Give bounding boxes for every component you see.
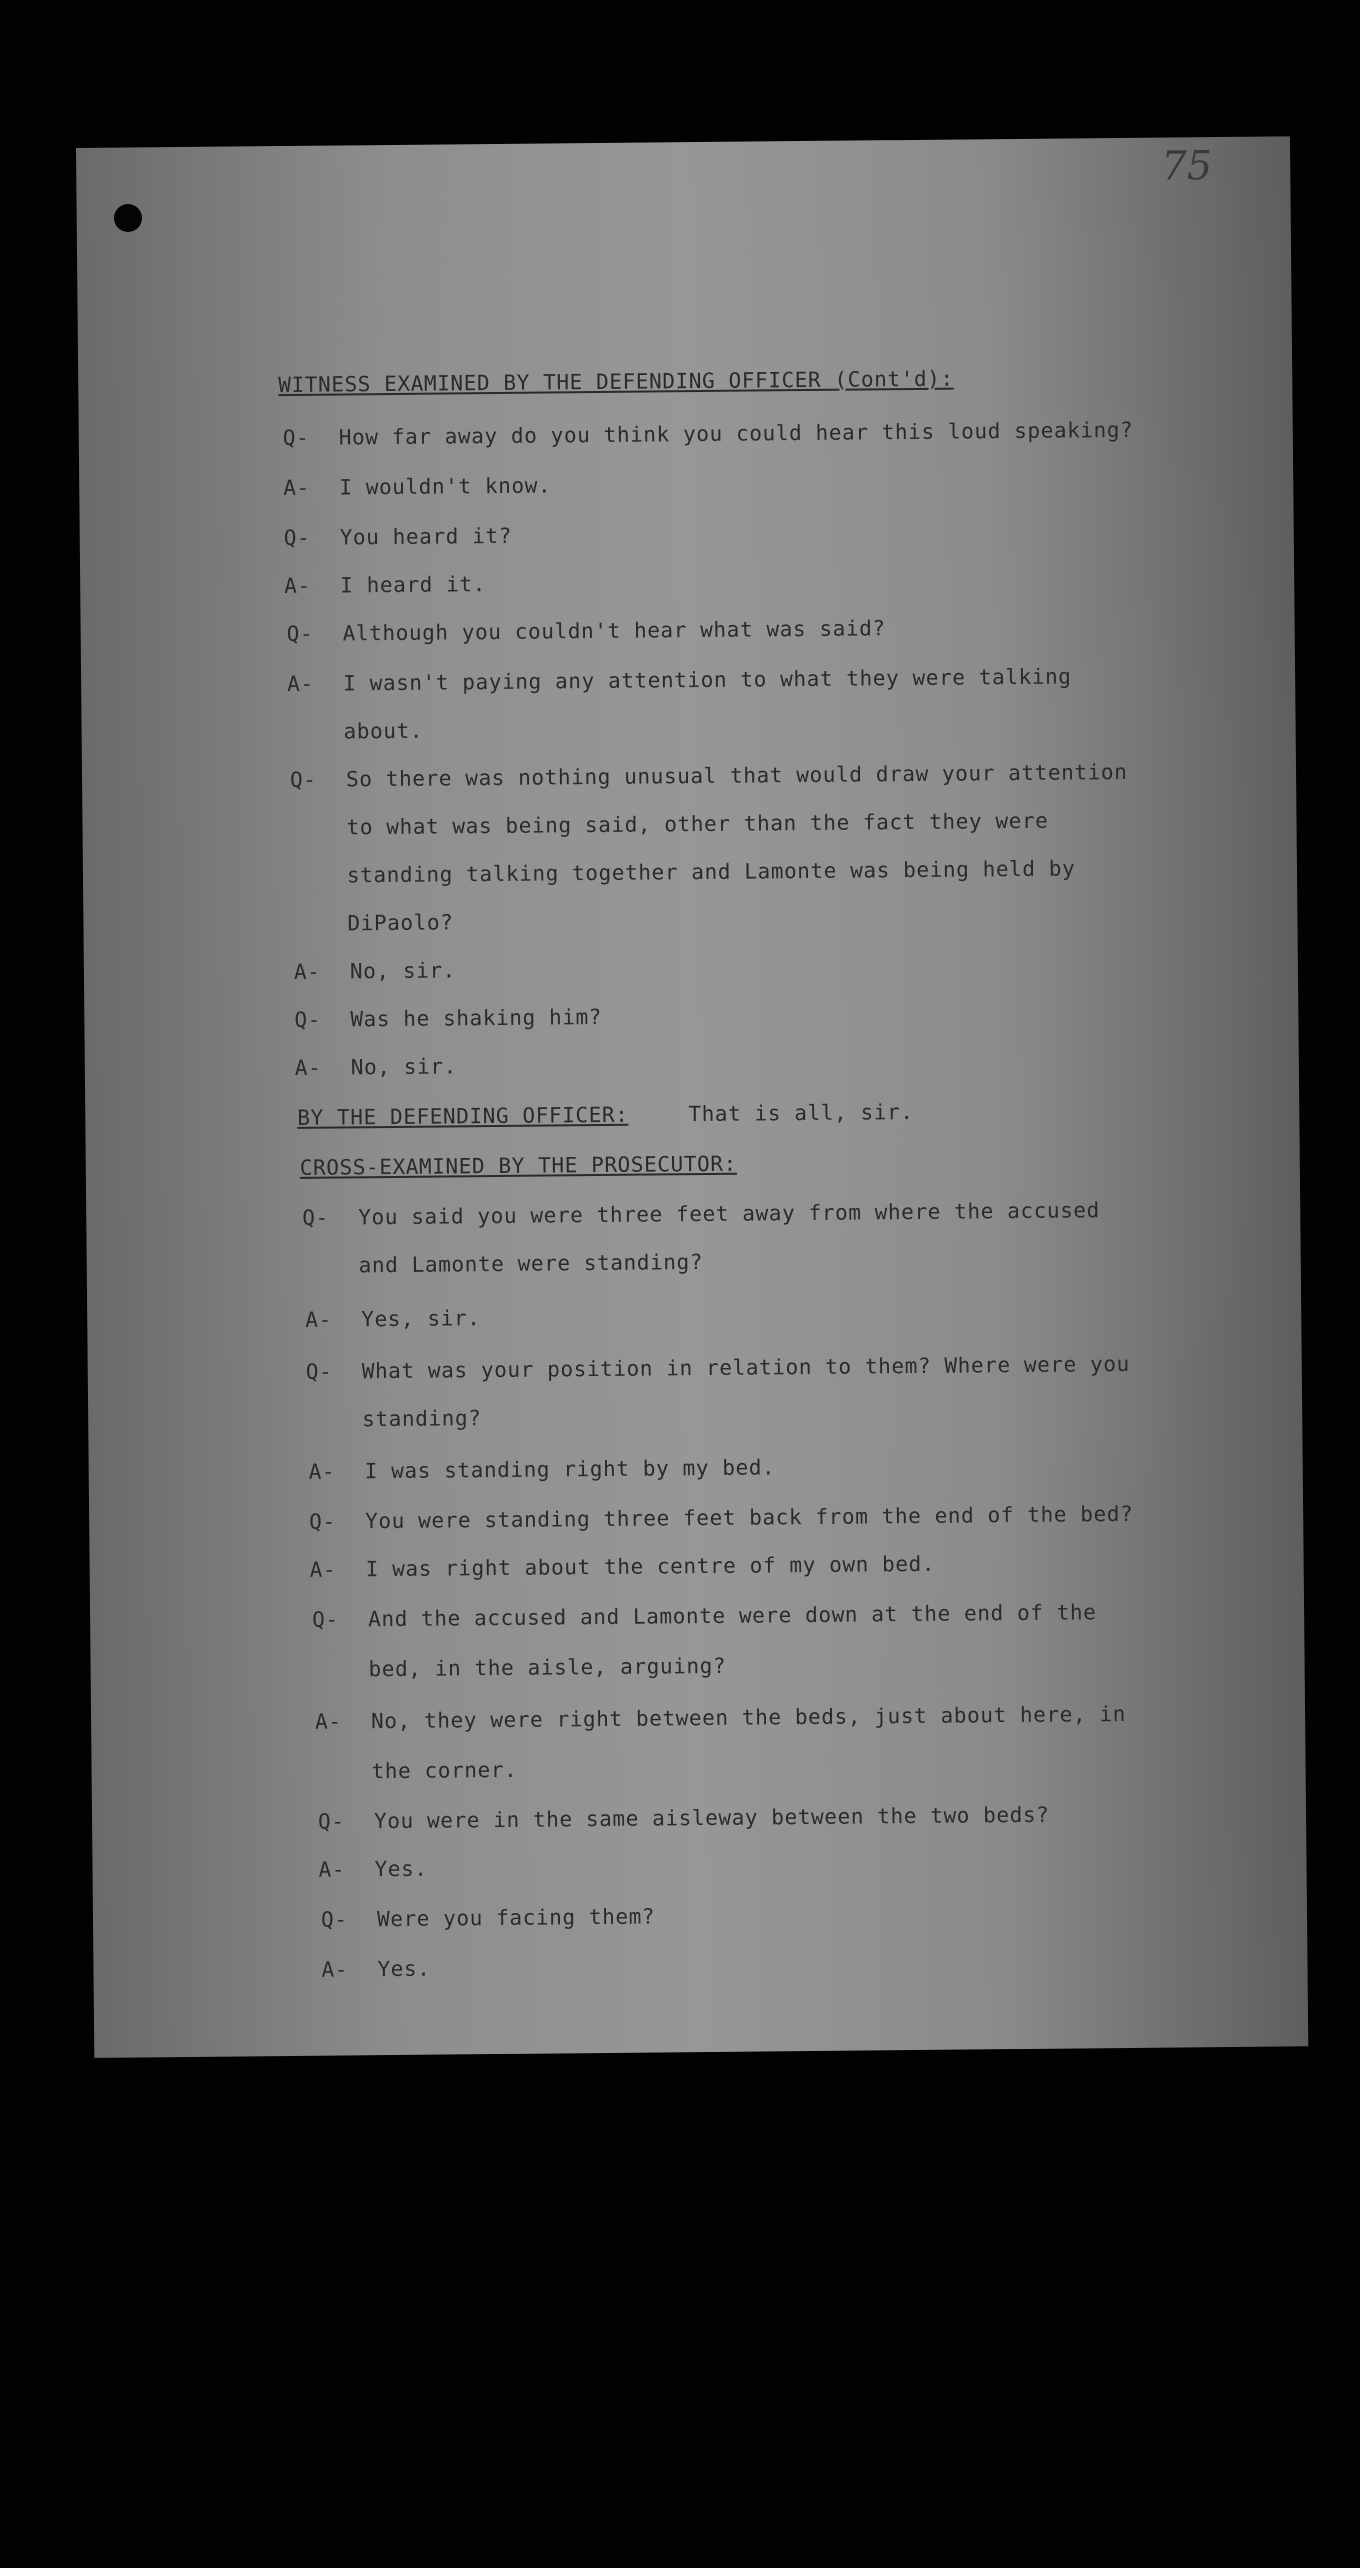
line-text: How far away do you think you could hear this loud speaking? [338,417,1134,450]
line-tag: A- [305,1307,332,1332]
line-text: No, they were right between the beds, just about here, in [371,1701,1127,1734]
transcript-line [315,1702,1126,1734]
transcript-line: to what was being said, other than the fact they were [346,808,1049,840]
heading-cross-examined: CROSS-EXAMINED BY THE PROSECUTOR: [299,1151,737,1180]
line-text: I wouldn't know. [339,473,552,500]
transcript-line [321,1905,655,1932]
line-text: So there was nothing unusual that would draw your attention [345,759,1128,792]
transcript-line: bed, in the aisle, arguing? [368,1653,727,1682]
transcript-line [287,616,886,646]
transcript-line [318,1803,1050,1834]
punch-hole [114,204,142,232]
transcript-line: standing talking together and Lamonte was being held by [346,856,1076,888]
line-text: Yes, sir. [361,1306,481,1332]
transcript-line [295,1054,457,1080]
transcript-line [287,664,1072,696]
line-tag: Q- [283,525,311,551]
line-tag: A- [308,1459,336,1484]
line-text: I heard it. [340,572,487,598]
transcript-line [284,524,512,550]
line-tag: Q- [286,621,314,646]
line-tag: Q- [309,1509,336,1534]
transcript-line [312,1600,1097,1632]
line-tag: Q- [302,1205,329,1230]
document-page [76,136,1308,2058]
line-tag: A- [309,1557,337,1582]
line-text: Was he shaking him? [350,1004,603,1032]
transcript-line [294,1005,602,1032]
line-text: And the accused and Lamonte were down at the end of the [368,1600,1097,1632]
line-text: Yes. [377,1956,431,1982]
line-tag: A- [321,1957,349,1982]
heading-defending-officer: WITNESS EXAMINED BY THE DEFENDING OFFICER (Cont'd): [278,366,954,398]
line-tag: Q- [305,1359,333,1384]
transcript-line [294,958,456,984]
line-tag: A- [293,959,321,984]
closing-label: BY THE DEFENDING OFFICER: [297,1102,629,1130]
defending-officer-closing [297,1100,913,1130]
line-text: No, sir. [349,958,456,984]
transcript-line: and Lamonte were standing? [358,1250,704,1278]
line-tag: Q- [312,1607,339,1632]
line-tag: Q- [289,767,317,792]
transcript-line [283,473,551,500]
line-tag: A- [284,573,311,599]
line-text: You heard it? [339,523,513,550]
line-text: No, sir. [350,1054,457,1080]
transcript-line [284,572,486,598]
line-tag: A- [318,1857,346,1882]
line-text: What was your position in relation to them? Where were you [361,1351,1130,1384]
transcript-line [321,1957,430,1982]
line-text: Although you couldn't hear what was said? [342,616,886,646]
line-tag: A- [283,475,310,501]
line-text: You said you were three feet away from where the accused [358,1198,1100,1230]
transcript-line: the corner. [371,1757,518,1784]
line-text: Were you facing them? [376,1904,656,1932]
transcript-line [309,1502,1133,1534]
transcript-line [306,1352,1130,1384]
transcript-line: DiPaolo? [347,910,454,936]
line-tag: A- [315,1709,342,1734]
line-text: You were in the same aisleway between the two beds? [373,1802,1050,1834]
line-tag: Q- [317,1809,345,1834]
line-tag: A- [287,671,314,696]
transcript-line [310,1552,936,1582]
transcript-line [302,1198,1100,1230]
line-text: I was right about the centre of my own bed. [365,1551,936,1582]
transcript-line [309,1455,776,1483]
transcript-line [283,418,1134,450]
line-tag: Q- [294,1007,321,1032]
line-tag: Q- [282,425,310,451]
line-text: You were standing three feet back from the end of the bed? [365,1501,1134,1534]
closing-text: That is all, sir. [688,1100,914,1127]
transcript-line: about. [343,718,424,744]
transcript-line [290,760,1128,792]
line-text: Yes. [374,1856,428,1882]
line-tag: A- [294,1055,322,1080]
page-number: 75 [1161,143,1213,190]
transcript-line: standing? [362,1406,482,1432]
line-tag: Q- [320,1907,348,1932]
line-text: I was standing right by my bed. [364,1455,776,1484]
line-text: I wasn't paying any attention to what they were talking [343,664,1072,696]
transcript-line [305,1306,480,1332]
transcript-line [318,1857,427,1882]
